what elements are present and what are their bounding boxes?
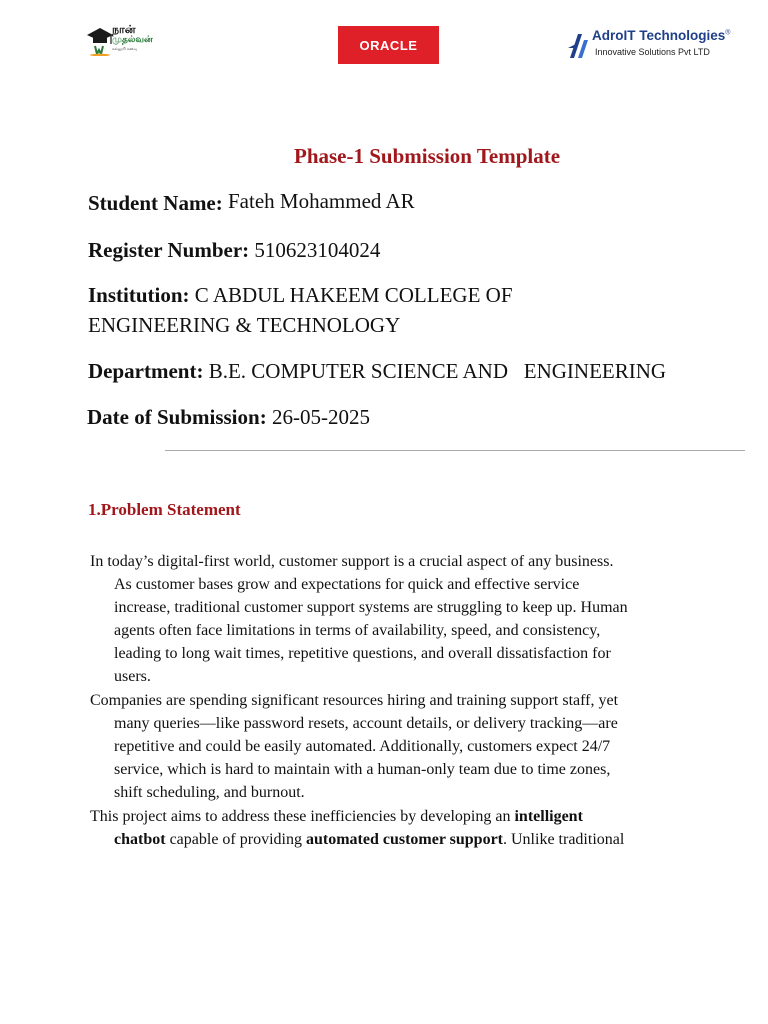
- p2-line-1: Companies are spending significant resources hiring and training support staff, yet: [90, 692, 619, 709]
- naan-logo-subtext: கல்லூரி கனவு: [112, 46, 138, 51]
- p3-text-a: This project aims to address these inefficiencies by developing an: [90, 808, 515, 825]
- p3-bold-intelligent: intelligent: [514, 808, 583, 825]
- institution-value-line2: ENGINEERING & TECHNOLOGY: [88, 313, 401, 337]
- date-of-submission-value: 26-05-2025: [271, 405, 370, 429]
- institution-value-line1: C ABDUL HAKEEM COLLEGE OF: [194, 283, 513, 307]
- adroit-logo: [568, 28, 731, 62]
- naan-logo-word-2: முதல்வன்: [112, 35, 153, 45]
- p2-line-3: repetitive and could be easily automated. Additionally, customers expect 24/7: [114, 738, 611, 755]
- paragraph-3: [90, 805, 714, 851]
- institution-label: Institution:: [88, 283, 190, 307]
- p3-text-d: capable of providing: [165, 831, 306, 848]
- p3-bold-automated-support: automated customer support: [305, 831, 503, 848]
- horizontal-divider: [165, 450, 745, 451]
- naan-logo-word: நான்: [112, 23, 136, 36]
- date-of-submission-field: [87, 402, 370, 432]
- p2-line-5: shift scheduling, and burnout.: [114, 784, 305, 801]
- section-heading-problem-statement: 1.Problem Statement: [88, 500, 241, 519]
- p1-line-1: In today’s digital-first world, customer support is a crucial aspect of any business.: [90, 553, 614, 570]
- p2-line-2: many queries—like password resets, account details, or delivery tracking—are: [114, 715, 618, 732]
- p1-line-5: leading to long wait times, repetitive questions, and overall dissatisfaction for: [114, 645, 611, 662]
- p1-line-2: As customer bases grow and expectations for quick and effective service: [114, 576, 580, 593]
- register-number-value: 510623104024: [254, 238, 381, 262]
- p1-line-6: users.: [114, 668, 151, 685]
- adroit-logo-name: AdroIT Technologies®: [592, 28, 731, 43]
- naan-mudhalvan-logo: [86, 24, 166, 66]
- p3-bold-chatbot: chatbot: [114, 831, 166, 848]
- p2-line-4: service, which is hard to maintain with a human-only team due to time zones,: [114, 761, 611, 778]
- department-label: Department:: [88, 359, 204, 383]
- adroit-logo-tagline: Innovative Solutions Pvt LTD: [595, 47, 710, 57]
- date-of-submission-label: Date of Submission:: [87, 405, 267, 429]
- register-number-field: [88, 235, 380, 265]
- student-name-field: [88, 188, 415, 218]
- p1-line-3: increase, traditional customer support systems are struggling to keep up. Human: [114, 599, 628, 616]
- paragraph-1: [90, 550, 714, 688]
- register-number-label: Register Number:: [88, 238, 250, 262]
- oracle-logo-text: ORACLE: [359, 37, 418, 53]
- adroit-emblem-icon: [568, 30, 592, 60]
- student-name-value: Fateh Mohammed AR: [228, 189, 415, 213]
- department-field: [88, 356, 666, 386]
- institution-field: [88, 280, 513, 340]
- p1-line-4: agents often face limitations in terms of availability, speed, and consistency,: [114, 622, 601, 639]
- graduation-cap-icon: [86, 26, 114, 56]
- document-title: Phase-1 Submission Template: [294, 144, 561, 168]
- department-value: B.E. COMPUTER SCIENCE AND ENGINEERING: [208, 359, 667, 383]
- paragraph-2: [90, 689, 714, 804]
- p3-text-f: . Unlike traditional: [503, 831, 625, 848]
- student-name-label: Student Name:: [88, 191, 223, 215]
- oracle-logo: [338, 26, 439, 64]
